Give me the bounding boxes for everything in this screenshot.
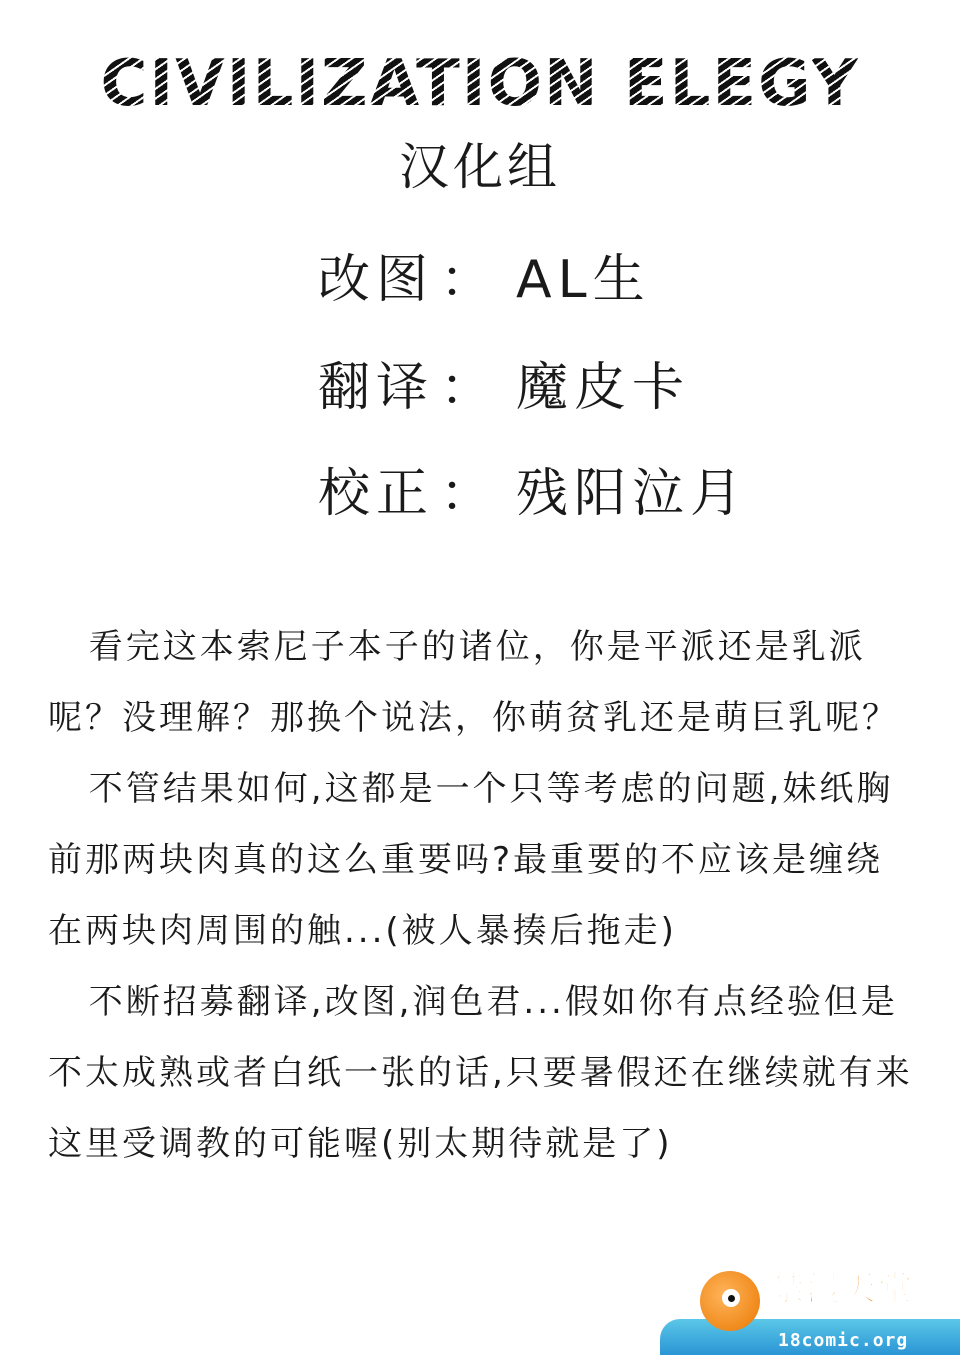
paragraph: 看完这本索尼子本子的诸位，你是平派还是乳派呢？没理解？那换个说法，你萌贫乳还是萌巨乳呢？ xyxy=(48,627,899,738)
credit-name: 魔皮卡 xyxy=(516,358,691,418)
credit-separator: ： xyxy=(440,464,499,524)
body-text xyxy=(48,612,918,1180)
fish-logo-icon xyxy=(700,1271,760,1331)
credit-line-editing xyxy=(318,248,651,312)
watermark-name: 禁漫天堂 xyxy=(770,1269,914,1309)
credit-role: 改图 xyxy=(318,250,435,310)
paragraph: 不管结果如何,这都是一个只等考虑的问题,妹纸胸前那两块肉真的这么重要吗?最重要的不应该是缠绕在两块肉周围的触...(被人暴揍后拖走) xyxy=(48,769,894,951)
credit-role: 翻译 xyxy=(318,358,435,418)
group-subtitle: 汉化组 xyxy=(399,138,561,196)
credit-name: 残阳泣月 xyxy=(516,464,749,524)
credit-name: AL生 xyxy=(516,250,651,310)
site-watermark xyxy=(660,1265,960,1355)
credit-role: 校正 xyxy=(318,464,435,524)
watermark-url: 18comic.org xyxy=(778,1330,909,1351)
credit-separator: ： xyxy=(440,358,499,418)
credit-line-proofreading xyxy=(318,462,748,526)
fish-eye-icon xyxy=(722,1289,740,1307)
credit-separator: ： xyxy=(440,250,499,310)
credit-line-translation xyxy=(318,356,690,420)
page-title: CIVILIZATION ELEGY xyxy=(0,48,960,120)
paragraph: 不断招募翻译,改图,润色君...假如你有点经验但是不太成熟或者白纸一张的话,只要暑假还在继续就有来这里受调教的可能喔(别太期待就是了) xyxy=(48,982,913,1164)
